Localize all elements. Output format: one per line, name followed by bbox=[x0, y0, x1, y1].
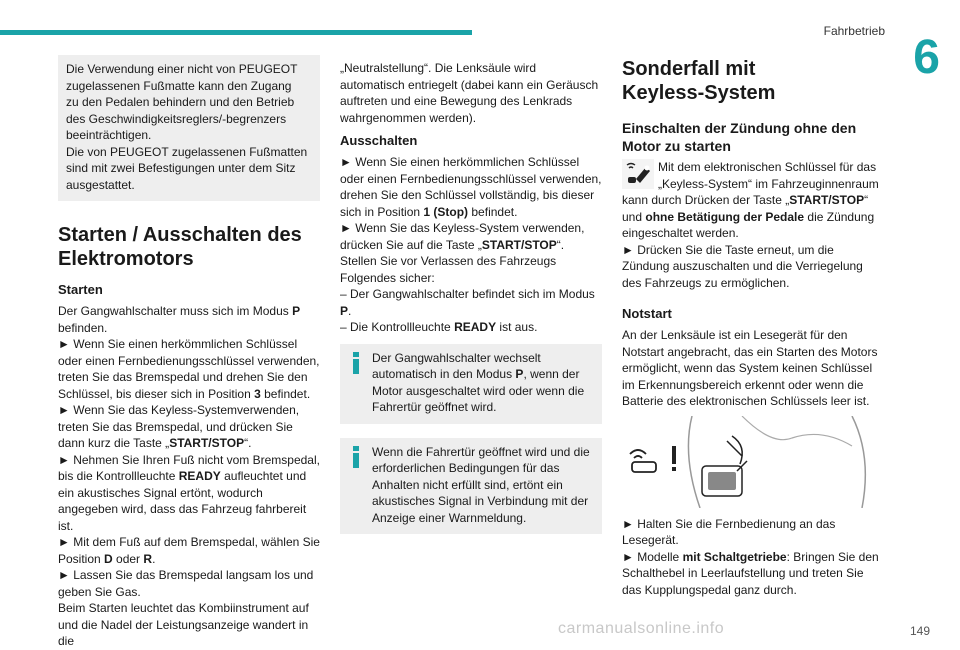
paragraph: „Neutralstellung“. Die Lenksäule wird automatisch entriegelt (dabei kann ein Geräusch auftreten und eine Bewegung des Lenkrads wahrgenommen werden). bbox=[340, 61, 599, 125]
header-accent-bar bbox=[0, 30, 472, 35]
paragraph: An der Lenksäule ist ein Lesegerät für den Notstart angebracht, das ein Starten des Motors ermöglicht, wenn das System keinen Schlüssel im Erkennungsbereich erkennt oder wenn die Batterie des elektronischen Schlüssels leer ist. bbox=[622, 328, 878, 408]
subheading-off: Ausschalten bbox=[340, 133, 418, 148]
heading-line: Elektromotors bbox=[58, 248, 194, 270]
paragraph: Stellen Sie vor Verlassen des Fahrzeugs Folgendes sicher: bbox=[340, 254, 557, 285]
paragraph: – Die Kontrollleuchte READY ist aus. bbox=[340, 320, 538, 334]
keyless-key-icon bbox=[622, 159, 654, 189]
paragraph: Beim Starten leuchtet das Kombiinstrument auf und die Nadel der Leistungsanzeige wandert in die bbox=[58, 601, 309, 648]
paragraph: ► Lassen Sie das Bremspedal langsam los und geben Sie Gas. bbox=[58, 568, 314, 599]
info-box bbox=[340, 438, 602, 535]
subheading-start: Starten bbox=[58, 282, 103, 297]
heading-line: Starten / Ausschalten des bbox=[58, 224, 302, 246]
warning-line: beeinträchtigen. bbox=[66, 128, 152, 142]
section-heading bbox=[58, 223, 320, 271]
paragraph: ► Wenn Sie einen herkömmlichen Schlüssel oder einen Fernbedienungsschlüssel verwenden, treten Sie das Bremspedal und drehen Sie den Schlüssel, bis dieser sich in Position 3 befindet. bbox=[58, 337, 320, 401]
paragraph: ► Nehmen Sie Ihren Fuß nicht vom Bremspedal, bis die Kontrollleuchte READY aufleuchtet und ein akustisches Signal ertönt, wodurch angegeben wird, dass das Fahrzeug fahrbereit ist. bbox=[58, 452, 320, 533]
paragraph: ► Drücken Sie die Taste erneut, um die Zündung auszuschalten und die Verriegelung des Fahrzeugs zu ermöglichen. bbox=[622, 242, 863, 290]
column-3 bbox=[622, 57, 880, 598]
warning-line: Die von PEUGEOT zugelassenen Fußmatten bbox=[66, 144, 308, 159]
warning-line: Die Verwendung einer nicht von PEUGEOT bbox=[66, 62, 298, 76]
warning-line: zu den Pedalen behindern und den Betrieb bbox=[66, 95, 295, 109]
subheading-notstart: Notstart bbox=[622, 306, 672, 321]
paragraph: ► Modelle mit Schaltgetriebe: Bringen Sie den Schalthebel in Leerlaufstellung und treten Sie das Kupplungspedal ganz durch. bbox=[622, 549, 879, 597]
warning-line: zugelassenen Fußmatte kann den Zugang bbox=[66, 78, 292, 93]
warning-box bbox=[58, 55, 320, 201]
warning-line: sind mit zwei Befestigungen unter dem Sitz bbox=[66, 161, 296, 175]
paragraph: ► Wenn Sie einen herkömmlichen Schlüssel oder einen Fernbedienungsschlüssel verwenden, drehen Sie den Schlüssel vollständig, bis dieser sich in Position 1 (Stop) befindet. bbox=[340, 155, 602, 219]
info-icon bbox=[348, 352, 364, 374]
chapter-number: 6 bbox=[913, 31, 940, 84]
info-text: Wenn die Fahrertür geöffnet wird und die erforderlichen Bedingungen für das Anhalten nicht erfüllt sind, ertönt ein akustisches Signal in Verbindung mit der Anzeige einer Warnmeldung. bbox=[372, 444, 590, 525]
section-heading bbox=[622, 57, 880, 105]
paragraph: – Der Gangwahlschalter befindet sich im Modus P. bbox=[340, 287, 595, 318]
subheading: Einschalten der Zündung ohne den Motor zu starten bbox=[622, 120, 857, 154]
emergency-reader-illustration bbox=[622, 416, 880, 508]
paragraph: ► Wenn Sie das Keyless-System verwenden, drücken Sie auf die Taste „START/STOP“. bbox=[340, 221, 585, 252]
paragraph: ► Wenn Sie das Keyless-Systemverwenden, treten Sie das Bremspedal, und drücken Sie dann kurz die Taste „START/STOP“. bbox=[58, 403, 300, 450]
info-text: Der Gangwahlschalter wechselt automatisch in den Modus P, wenn der Motor ausgeschaltet wird oder wenn die Fahrertür geöffnet wird. bbox=[372, 350, 585, 414]
paragraph: ► Mit dem Fuß auf dem Bremspedal, wählen Sie Position D oder R. bbox=[58, 535, 320, 566]
heading-line: Sonderfall mit bbox=[622, 58, 756, 80]
info-icon bbox=[348, 446, 364, 468]
column-1 bbox=[58, 55, 320, 650]
steering-column-reader-icon bbox=[622, 416, 880, 508]
warning-line: des Geschwindigkeitsreglers/-begrenzers bbox=[66, 111, 287, 126]
info-box bbox=[340, 344, 602, 424]
watermark: carmanualsonline.info bbox=[558, 620, 725, 637]
section-title: Fahrbetrieb bbox=[823, 24, 885, 38]
column-2 bbox=[340, 60, 602, 534]
paragraph: ► Halten Sie die Fernbedienung an das Lesegerät. bbox=[622, 516, 836, 547]
paragraph: Mit dem elektronischen Schlüssel für das „Keyless-System“ im Fahrzeuginnenraum kann durch Drücken der Taste „START/STOP“ und ohne Betätigung der Pedale die Zündung eingeschaltet werden. bbox=[622, 160, 879, 240]
page-number: 149 bbox=[909, 624, 930, 638]
warning-line: ausgestattet. bbox=[66, 177, 135, 192]
paragraph: Der Gangwahlschalter muss sich im Modus P befinden. bbox=[58, 304, 301, 335]
heading-line: Keyless-System bbox=[622, 82, 776, 104]
